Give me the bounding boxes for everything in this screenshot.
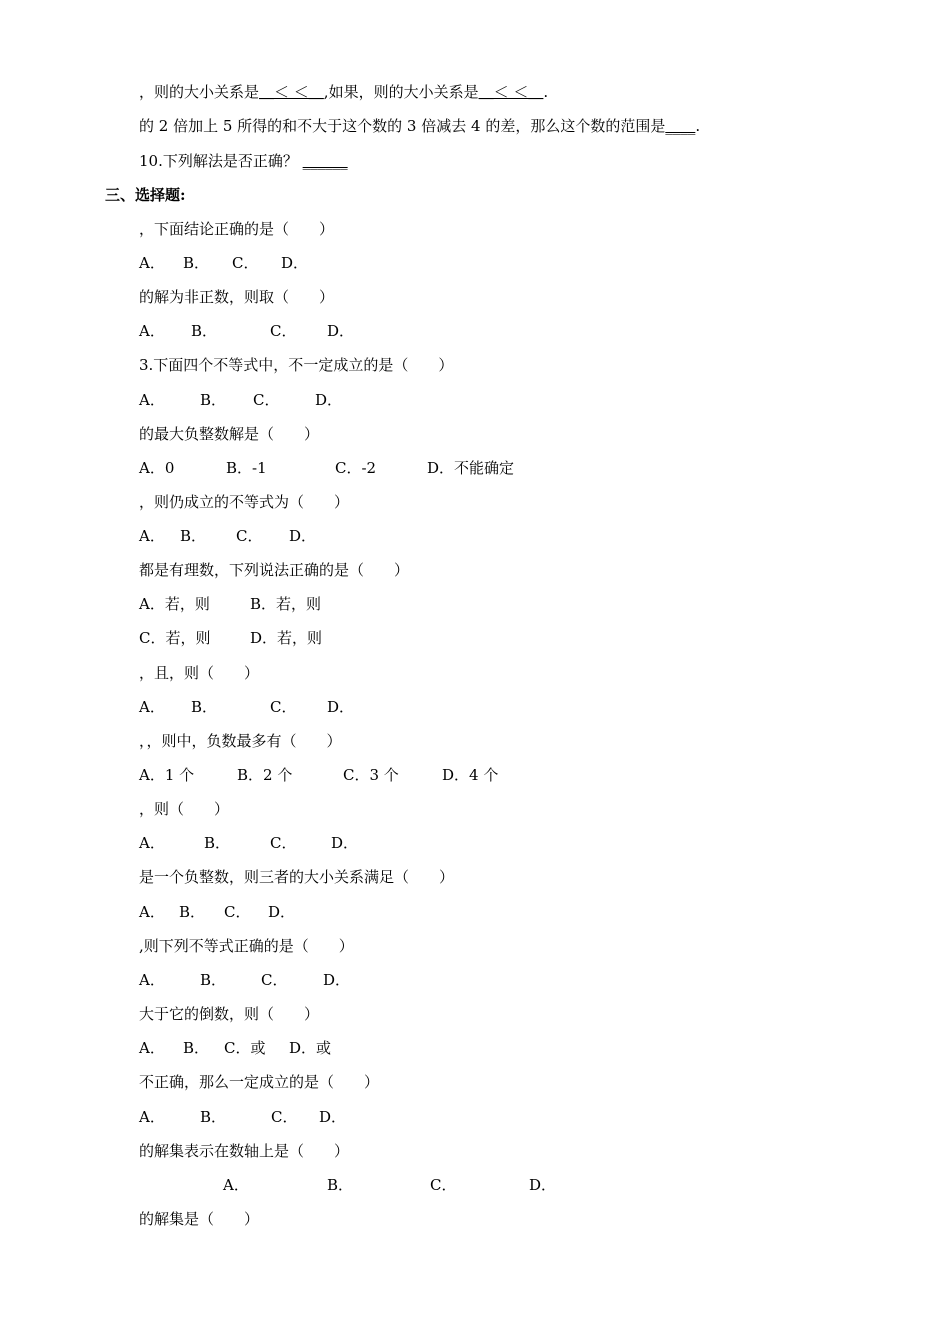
option-c: C．若，则 xyxy=(139,629,211,647)
option-c: C． xyxy=(232,254,259,272)
option-a: A． xyxy=(139,527,165,545)
option-d: D． xyxy=(327,322,355,340)
option-b: B． xyxy=(200,391,227,409)
q8-blank-2: ＿＜ ＜＿ xyxy=(478,83,544,101)
option-b: B． xyxy=(179,903,206,921)
option-d: D．若，则 xyxy=(250,629,323,647)
option-a: A． xyxy=(139,1039,165,1057)
question-10 xyxy=(139,151,348,171)
option-c: C．或 xyxy=(224,1039,266,1057)
option-d: D．4 个 xyxy=(442,766,499,784)
option-a: A． xyxy=(139,698,165,716)
option-d: D． xyxy=(319,1108,347,1126)
question-stem: 3.下面四个不等式中，不一定成立的是（ ） xyxy=(139,356,454,374)
option-c: C． xyxy=(270,322,297,340)
option-d: D． xyxy=(331,834,359,852)
option-b: B． xyxy=(183,254,210,272)
q8-end: . xyxy=(543,83,549,101)
option-a: A． xyxy=(139,254,165,272)
q9-text: 的 2 倍加上 5 所得的和不大于这个数的 3 倍减去 4 的差，那么这个数的范围是 xyxy=(139,117,666,135)
option-c: C． xyxy=(271,1108,298,1126)
option-c: C． xyxy=(224,903,251,921)
question-stem: ，，则中，负数最多有（ ） xyxy=(139,732,342,750)
option-c: C．3 个 xyxy=(343,766,399,784)
option-d: D． xyxy=(529,1176,557,1194)
option-b: B． xyxy=(191,322,218,340)
option-b: B． xyxy=(204,834,231,852)
question-stem: 的解为非正数，则取（ ） xyxy=(139,288,335,306)
question-stem: 的最大负整数解是（ ） xyxy=(139,425,320,443)
option-c: C． xyxy=(430,1176,457,1194)
option-d: D．或 xyxy=(289,1039,332,1057)
q8-prefix: ，则的大小关系是 xyxy=(139,83,260,101)
option-a: A． xyxy=(139,903,165,921)
option-c: C． xyxy=(270,698,297,716)
option-c: C． xyxy=(270,834,297,852)
question-stem: 不正确，那么一定成立的是（ ） xyxy=(139,1073,380,1091)
option-a: A． xyxy=(223,1176,249,1194)
question-stem: 是一个负整数，则三者的大小关系满足（ ） xyxy=(139,868,455,886)
q9-end: . xyxy=(695,117,701,135)
option-b: B． xyxy=(327,1176,354,1194)
option-b: B．若，则 xyxy=(250,595,322,613)
option-c: C． xyxy=(236,527,263,545)
option-a: A． xyxy=(139,322,165,340)
option-c: C． xyxy=(253,391,280,409)
option-b: B． xyxy=(191,698,218,716)
question-stem: ，则（ ） xyxy=(139,800,230,818)
option-a: A．1 个 xyxy=(139,766,195,784)
option-d: D．不能确定 xyxy=(427,459,515,477)
question-stem: ，且，则（ ） xyxy=(139,664,260,682)
section-title: 三、选择题: xyxy=(105,186,186,204)
question-stem: ,则下列不等式正确的是（ ） xyxy=(139,937,354,955)
q8-blank-1: ＿＜ ＜＿ xyxy=(259,83,324,101)
option-a: A． xyxy=(139,391,165,409)
option-a: A．若，则 xyxy=(139,595,210,613)
option-b: B． xyxy=(200,1108,227,1126)
option-c: C． xyxy=(261,971,288,989)
option-a: A． xyxy=(139,1108,165,1126)
question-stem: 都是有理数，下列说法正确的是（ ） xyxy=(139,561,410,579)
q9-blank: ____ xyxy=(665,117,696,135)
option-d: D． xyxy=(327,698,355,716)
option-a: A． xyxy=(139,971,165,989)
question-stem: 的解集是（ ） xyxy=(139,1210,260,1228)
q8-mid: ,如果，则的大小关系是 xyxy=(323,83,479,101)
option-d: D． xyxy=(323,971,351,989)
question-9 xyxy=(139,116,700,136)
option-b: B． xyxy=(200,971,227,989)
option-b: B．-1 xyxy=(226,459,267,477)
option-d: D． xyxy=(315,391,343,409)
question-stem: 的解集表示在数轴上是（ ） xyxy=(139,1142,350,1160)
option-d: D． xyxy=(281,254,309,272)
option-c: C．-2 xyxy=(335,459,377,477)
question-stem: ，则仍成立的不等式为（ ） xyxy=(139,493,350,511)
option-d: D． xyxy=(268,903,296,921)
question-8 xyxy=(139,82,548,102)
question-stem: ，下面结论正确的是（ ） xyxy=(139,220,335,238)
question-stem: 大于它的倒数，则（ ） xyxy=(139,1005,320,1023)
option-b: B．2 个 xyxy=(237,766,293,784)
option-a: A．0 xyxy=(139,459,175,477)
option-b: B． xyxy=(183,1039,210,1057)
option-b: B． xyxy=(180,527,207,545)
option-a: A． xyxy=(139,834,165,852)
q10-text: 10.下列解法是否正确？ xyxy=(139,152,298,170)
option-d: D． xyxy=(289,527,317,545)
q10-blank: ______ xyxy=(302,152,348,170)
